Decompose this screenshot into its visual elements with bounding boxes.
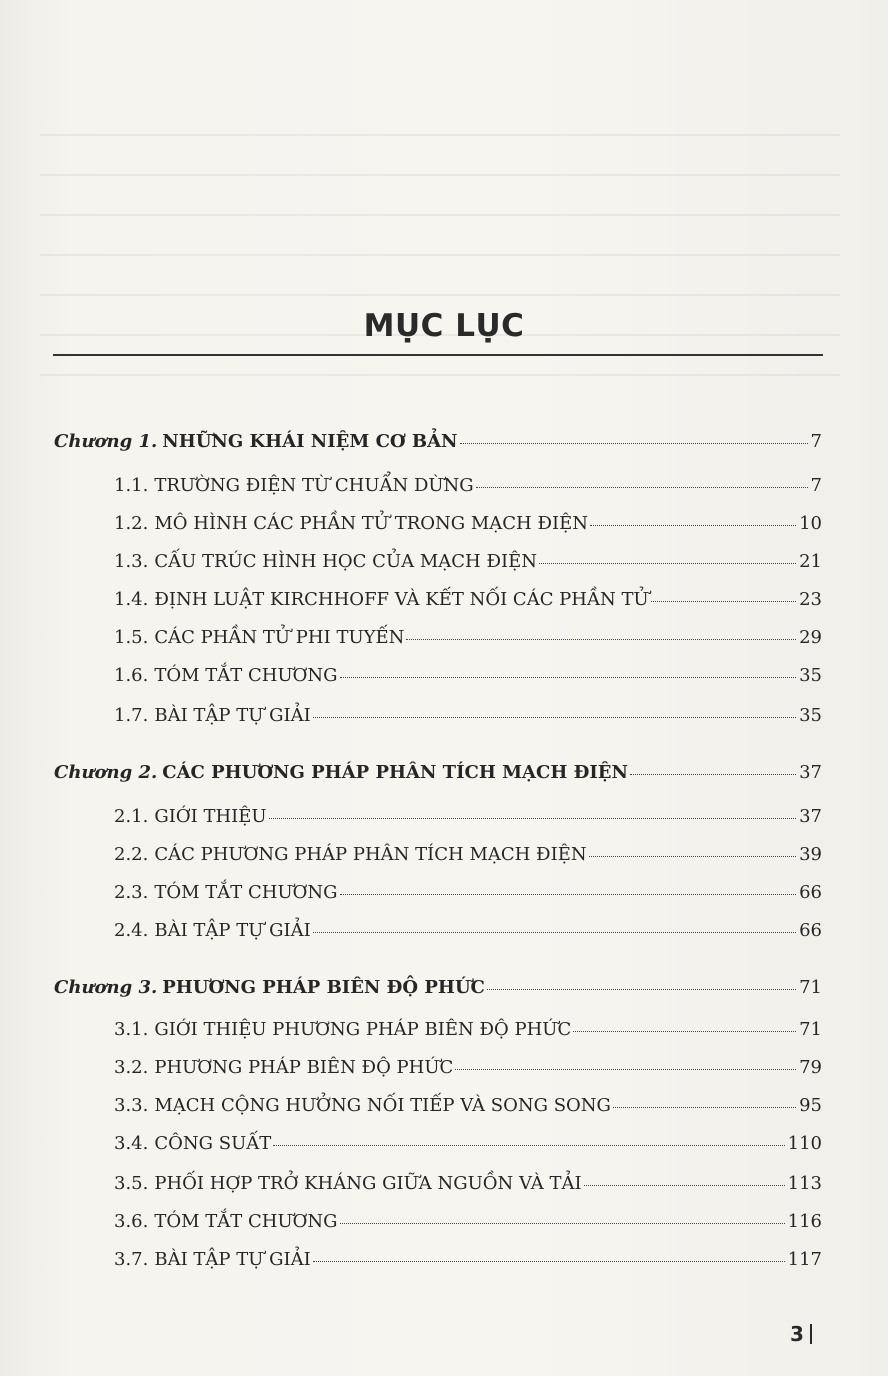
dot-leader bbox=[273, 1145, 784, 1146]
toc-chapter-entry bbox=[54, 976, 822, 1000]
dot-leader bbox=[584, 1185, 785, 1186]
section-number: 3.6. bbox=[114, 1211, 149, 1232]
toc-page-number: 113 bbox=[787, 1173, 822, 1194]
dot-leader bbox=[651, 601, 796, 602]
section-title: PHƯƠNG PHÁP BIÊN ĐỘ PHỨC bbox=[154, 1057, 454, 1078]
section-number: 1.3. bbox=[114, 551, 149, 572]
chapter-number: Chương 1. bbox=[54, 431, 158, 452]
section-number: 3.4. bbox=[114, 1133, 149, 1154]
section-title: BÀI TẬP TỰ GIẢI bbox=[154, 1249, 311, 1270]
toc-section-entry bbox=[114, 1056, 822, 1080]
toc-page-number: 7 bbox=[810, 475, 822, 496]
dot-leader bbox=[613, 1107, 796, 1108]
toc-section-entry bbox=[114, 1018, 822, 1042]
page-title: MỤC LỤC bbox=[363, 308, 525, 344]
toc-page-number: 71 bbox=[799, 1019, 822, 1040]
toc-section-entry bbox=[114, 664, 822, 688]
toc-section-entry bbox=[114, 805, 822, 829]
dot-leader bbox=[573, 1031, 796, 1032]
toc-page-number: 39 bbox=[799, 844, 822, 865]
dot-leader bbox=[487, 989, 796, 990]
dot-leader bbox=[340, 1223, 785, 1224]
section-title: CÁC PHẦN TỬ PHI TUYẾN bbox=[154, 627, 405, 648]
toc-page-number: 116 bbox=[787, 1211, 822, 1232]
section-title: TÓM TẮT CHƯƠNG bbox=[154, 665, 338, 686]
chapter-title: CÁC PHƯƠNG PHÁP PHÂN TÍCH MẠCH ĐIỆN bbox=[162, 762, 628, 783]
toc-page-number: 10 bbox=[799, 513, 822, 534]
toc-section-entry bbox=[114, 626, 822, 650]
section-number: 2.4. bbox=[114, 920, 149, 941]
section-title: BÀI TẬP TỰ GIẢI bbox=[154, 920, 311, 941]
section-title: MẠCH CỘNG HƯỞNG NỐI TIẾP VÀ SONG SONG bbox=[154, 1095, 611, 1116]
toc-section-entry bbox=[114, 1248, 822, 1272]
toc-page-number: 66 bbox=[799, 920, 822, 941]
toc-chapter-entry bbox=[54, 430, 822, 454]
toc-page-number: 35 bbox=[799, 705, 822, 726]
section-title: CÁC PHƯƠNG PHÁP PHÂN TÍCH MẠCH ĐIỆN bbox=[154, 844, 587, 865]
section-title: CẤU TRÚC HÌNH HỌC CỦA MẠCH ĐIỆN bbox=[154, 551, 537, 572]
toc-section-entry bbox=[114, 512, 822, 536]
section-number: 2.1. bbox=[114, 806, 149, 827]
section-title: GIỚI THIỆU bbox=[154, 806, 267, 827]
toc-page-number: 29 bbox=[799, 627, 822, 648]
section-number: 2.3. bbox=[114, 882, 149, 903]
toc-page-number: 35 bbox=[799, 665, 822, 686]
toc-page-number: 117 bbox=[787, 1249, 822, 1270]
toc-page-number: 110 bbox=[787, 1133, 822, 1154]
dot-leader bbox=[590, 525, 796, 526]
section-number: 1.1. bbox=[114, 475, 149, 496]
toc-page-number: 37 bbox=[799, 806, 822, 827]
section-number: 1.5. bbox=[114, 627, 149, 648]
toc-page-number: 71 bbox=[799, 977, 822, 998]
toc-page-number: 23 bbox=[799, 589, 822, 610]
footer-bar bbox=[810, 1324, 812, 1344]
section-number: 1.7. bbox=[114, 705, 149, 726]
section-title: TRƯỜNG ĐIỆN TỪ CHUẨN DỪNG bbox=[154, 475, 474, 496]
toc-section-entry bbox=[114, 1172, 822, 1196]
toc-section-entry bbox=[114, 474, 822, 498]
section-title: PHỐI HỢP TRỞ KHÁNG GIỮA NGUỒN VÀ TẢI bbox=[154, 1173, 582, 1194]
toc-section-entry bbox=[114, 1132, 822, 1156]
dot-leader bbox=[269, 818, 797, 819]
toc-section-entry bbox=[114, 881, 822, 905]
chapter-number: Chương 3. bbox=[54, 977, 158, 998]
section-number: 1.6. bbox=[114, 665, 149, 686]
toc-section-entry bbox=[114, 704, 822, 728]
section-number: 3.3. bbox=[114, 1095, 149, 1116]
section-title: ĐỊNH LUẬT KIRCHHOFF VÀ KẾT NỐI CÁC PHẦN TỬ bbox=[154, 589, 649, 610]
dot-leader bbox=[630, 774, 796, 775]
section-title: GIỚI THIỆU PHƯƠNG PHÁP BIÊN ĐỘ PHỨC bbox=[154, 1019, 572, 1040]
section-number: 3.5. bbox=[114, 1173, 149, 1194]
dot-leader bbox=[340, 894, 797, 895]
toc-section-entry bbox=[114, 843, 822, 867]
page-footer bbox=[790, 1322, 812, 1346]
toc-page-number: 79 bbox=[799, 1057, 822, 1078]
page-number: 3 bbox=[790, 1322, 804, 1346]
toc-chapter-entry bbox=[54, 761, 822, 785]
dot-leader bbox=[460, 443, 808, 444]
dot-leader bbox=[340, 677, 797, 678]
chapter-title: PHƯƠNG PHÁP BIÊN ĐỘ PHỨC bbox=[162, 977, 485, 998]
section-title: MÔ HÌNH CÁC PHẦN TỬ TRONG MẠCH ĐIỆN bbox=[154, 513, 589, 534]
chapter-number: Chương 2. bbox=[54, 762, 158, 783]
section-title: BÀI TẬP TỰ GIẢI bbox=[154, 705, 311, 726]
section-title: CÔNG SUẤT bbox=[154, 1133, 272, 1154]
toc-section-entry bbox=[114, 1210, 822, 1234]
section-number: 1.4. bbox=[114, 589, 149, 610]
section-number: 1.2. bbox=[114, 513, 149, 534]
dot-leader bbox=[313, 932, 796, 933]
toc-section-entry bbox=[114, 1094, 822, 1118]
section-title: TÓM TẮT CHƯƠNG bbox=[154, 1211, 338, 1232]
section-number: 3.7. bbox=[114, 1249, 149, 1270]
section-number: 2.2. bbox=[114, 844, 149, 865]
section-number: 3.2. bbox=[114, 1057, 149, 1078]
dot-leader bbox=[539, 563, 796, 564]
toc-section-entry bbox=[114, 919, 822, 943]
dot-leader bbox=[406, 639, 796, 640]
toc-page-number: 21 bbox=[799, 551, 822, 572]
dot-leader bbox=[313, 717, 796, 718]
chapter-title: NHỮNG KHÁI NIỆM CƠ BẢN bbox=[162, 431, 458, 452]
section-title: TÓM TẮT CHƯƠNG bbox=[154, 882, 338, 903]
toc-page-number: 37 bbox=[799, 762, 822, 783]
toc-page-number: 66 bbox=[799, 882, 822, 903]
dot-leader bbox=[455, 1069, 796, 1070]
toc-page-number: 95 bbox=[799, 1095, 822, 1116]
toc-page-number: 7 bbox=[810, 431, 822, 452]
toc-section-entry bbox=[114, 550, 822, 574]
dot-leader bbox=[313, 1261, 785, 1262]
toc-section-entry bbox=[114, 588, 822, 612]
section-number: 3.1. bbox=[114, 1019, 149, 1040]
dot-leader bbox=[589, 856, 797, 857]
dot-leader bbox=[476, 487, 808, 488]
